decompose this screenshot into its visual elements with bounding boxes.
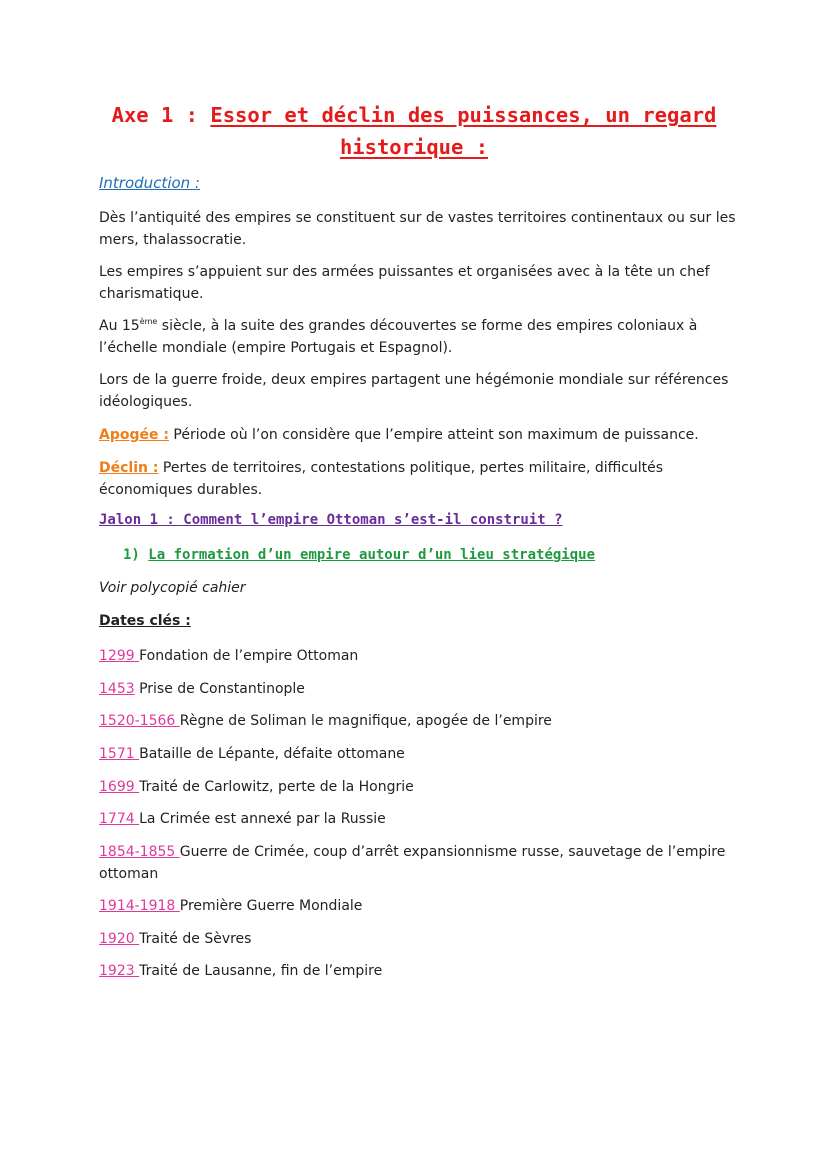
- date-key: 1299: [99, 648, 140, 664]
- date-key: 1920: [99, 931, 140, 947]
- date-text: Règne de Soliman le magnifique, apogée de l’empire: [179, 713, 552, 729]
- subsection-title: La formation d’un empire autour d’un lieu stratégique: [148, 547, 596, 563]
- p15-rest: siècle, à la suite des grandes découvertes se forme des empires coloniaux à l’échelle mondiale (empire Portugais et Espagnol).: [99, 318, 698, 356]
- date-text: La Crimée est annexé par la Russie: [139, 811, 386, 827]
- date-text: Traité de Lausanne, fin de l’empire: [139, 963, 383, 979]
- date-item: [99, 678, 739, 700]
- date-item: [99, 776, 739, 798]
- subsection-number: 1): [123, 547, 149, 563]
- definition-declin: [99, 457, 739, 501]
- date-text: Fondation de l’empire Ottoman: [139, 648, 359, 664]
- subsection-heading: [123, 547, 595, 563]
- date-item: [99, 808, 739, 830]
- date-key: 1854-1855: [99, 844, 180, 860]
- date-item: [99, 841, 739, 885]
- definition-text: Période où l’on considère que l’empire atteint son maximum de puissance.: [168, 427, 699, 443]
- date-item: [99, 960, 739, 982]
- date-text: Prise de Constantinople: [134, 681, 305, 697]
- date-item: [99, 928, 739, 950]
- date-text: Traité de Sèvres: [139, 931, 252, 947]
- paragraph-antiquity: Dès l’antiquité des empires se constituent sur de vastes territoires continentaux ou sur les mers, thalassocratie.: [99, 210, 736, 248]
- date-key: 1699: [99, 779, 140, 795]
- paragraph-15th-century: [99, 315, 739, 359]
- date-item: [99, 895, 739, 917]
- voir-note: Voir polycopié cahier: [99, 580, 246, 596]
- definition-term: Déclin :: [99, 460, 159, 476]
- introduction-heading: Introduction :: [99, 174, 200, 192]
- date-key: 1923: [99, 963, 140, 979]
- date-key: 1914-1918: [99, 898, 180, 914]
- date-key: 1774: [99, 811, 140, 827]
- definition-apogee: [99, 424, 739, 446]
- date-item: [99, 743, 739, 765]
- dates-heading: Dates clés :: [99, 613, 191, 629]
- p15-superscript: ème: [139, 317, 158, 326]
- definition-term: Apogée :: [99, 427, 169, 443]
- date-item: [99, 710, 739, 732]
- date-key: 1571: [99, 746, 140, 762]
- paragraph-armies: Les empires s’appuient sur des armées puissantes et organisées avec à la tête un chef charismatique.: [99, 264, 710, 302]
- date-text: Traité de Carlowitz, perte de la Hongrie: [139, 779, 414, 795]
- date-text: Guerre de Crimée, coup d’arrêt expansionnisme russe, sauvetage de l’empire ottoman: [99, 844, 726, 882]
- definition-text: Pertes de territoires, contestations politique, pertes militaire, difficultés économiques durables.: [99, 460, 664, 498]
- date-item: [99, 645, 739, 667]
- date-text: Bataille de Lépante, défaite ottomane: [139, 746, 405, 762]
- date-text: Première Guerre Mondiale: [179, 898, 363, 914]
- page-title: [80, 99, 748, 163]
- jalon-heading: Jalon 1 : Comment l’empire Ottoman s’est-il construit ?: [99, 512, 563, 528]
- date-key: 1453: [99, 681, 135, 697]
- title-prefix: Axe 1 :: [111, 103, 211, 127]
- paragraph-cold-war: Lors de la guerre froide, deux empires partagent une hégémonie mondiale sur références idéologiques.: [99, 372, 729, 410]
- date-key: 1520-1566: [99, 713, 180, 729]
- title-text: Essor et déclin des puissances, un regard historique :: [210, 103, 717, 159]
- p15-start: Au 15: [99, 318, 140, 334]
